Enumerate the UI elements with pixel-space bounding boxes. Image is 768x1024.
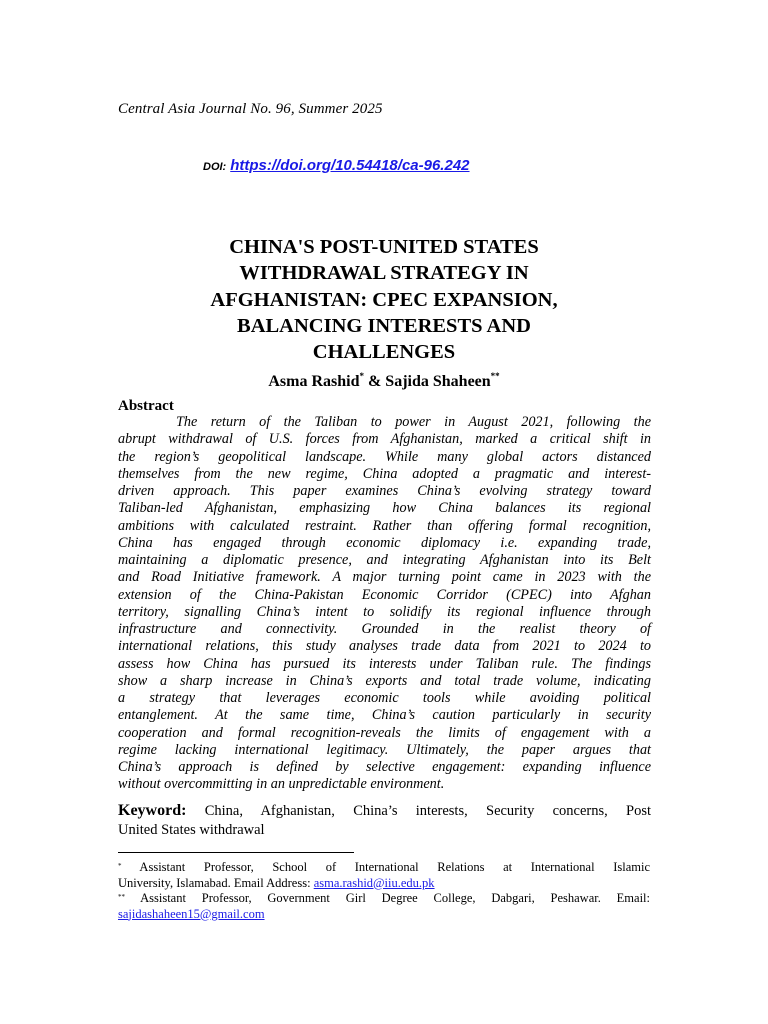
author-name: Sajida Shaheen <box>385 373 491 390</box>
abstract-body <box>118 414 651 794</box>
footnote-text: Assistant Professor, Government Girl Degree College, Dabgari, Peshawar. Email: <box>125 891 650 905</box>
abstract-line: the region’s geopolitical landscape. While many global actors distanced <box>118 448 651 465</box>
abstract-line: cooperation and formal recognition-reveals the limits of engagement with a <box>118 724 651 741</box>
abstract-line: China’s approach is defined by selective engagement: expanding influence <box>118 759 651 775</box>
email-link[interactable]: asma.rashid@iiu.edu.pk <box>313 875 435 890</box>
doi-label: DOI: <box>203 161 227 173</box>
footnote-line <box>118 876 650 892</box>
abstract-line: China has engaged through economic diplomacy i.e. expanding trade, <box>118 534 651 551</box>
doi-link[interactable]: https://doi.org/10.54418/ca-96.242 <box>230 157 470 174</box>
abstract-line: abrupt withdrawal of U.S. forces from Afghanistan, marked a critical shift in <box>118 431 651 448</box>
paper-title <box>118 234 650 365</box>
footnote-line <box>118 891 650 907</box>
abstract-line: regime lacking international legitimacy. Ultimately, the paper argues that <box>118 741 651 758</box>
keyword-label: Keyword: <box>118 802 187 819</box>
footnote-marker: * <box>118 862 122 870</box>
abstract-line: without overcommitting in an unpredictable environment. <box>118 776 445 793</box>
title-line: AFGHANISTAN: CPEC EXPANSION, <box>210 288 558 311</box>
journal-issue-line: Central Asia Journal No. 96, Summer 2025 <box>118 101 383 117</box>
title-line: BALANCING INTERESTS AND <box>237 314 531 337</box>
abstract-line: international relations, this study analyses trade data from 2021 to 2024 to <box>118 638 651 655</box>
footnote-marker: ** <box>118 893 125 901</box>
abstract-line: infrastructure and connectivity. Grounded in the realist theory of <box>118 621 651 637</box>
doi-line <box>203 157 470 175</box>
abstract-line: territory, signalling China’s intent to solidify its regional influence through <box>118 603 651 620</box>
abstract-line: themselves from the new regime, China adopted a pragmatic and interest- <box>118 465 651 482</box>
footnote-text: University, Islamabad. Email Address: <box>118 875 314 890</box>
author-name: Asma Rashid <box>268 373 360 390</box>
title-line: CHINA'S POST-UNITED STATES <box>229 236 539 258</box>
abstract-line: show a sharp increase in China’s exports and total trade volume, indicating <box>118 672 651 689</box>
abstract-line: ambitions with calculated restraint. Rather than offering formal recognition, <box>118 517 651 534</box>
keywords <box>118 801 651 840</box>
footnote-marker: * <box>359 371 364 381</box>
abstract-line: driven approach. This paper examines China’s evolving strategy toward <box>118 483 651 499</box>
abstract-line: a strategy that leverages economic tools while avoiding political <box>118 690 651 706</box>
footnote-line <box>118 860 650 876</box>
footnote-divider <box>118 852 354 853</box>
abstract-line: extension of the China-Pakistan Economic Corridor (CPEC) into Afghan <box>118 586 651 603</box>
abstract-line: maintaining a diplomatic presence, and integrating Afghanistan into its Belt <box>118 552 651 568</box>
abstract-line: assess how China has pursued its interests under Taliban rule. The findings <box>118 655 651 672</box>
footnotes <box>118 860 650 922</box>
footnote-line <box>118 907 650 923</box>
author-separator: & <box>363 373 386 390</box>
keyword-line <box>118 801 651 821</box>
email-link[interactable]: sajidashaheen15@gmail.com <box>118 906 265 921</box>
title-line: CHALLENGES <box>312 341 456 364</box>
abstract-heading: Abstract <box>118 398 174 414</box>
abstract-line: and Road Initiative framework. A major turning point came in 2023 with the <box>118 569 651 586</box>
author-line <box>118 373 650 391</box>
keyword-list: China, Afghanistan, China’s interests, Security concerns, Post <box>186 803 651 819</box>
footnote-marker: ** <box>490 371 500 381</box>
abstract-line: Taliban-led Afghanistan, emphasizing how China balances its regional <box>118 500 651 517</box>
footnote-text: Assistant Professor, School of International Relations at International Islamic <box>121 860 650 874</box>
title-line: WITHDRAWAL STRATEGY IN <box>239 262 529 285</box>
keyword-line: United States withdrawal <box>118 822 265 838</box>
abstract-line: entanglement. At the same time, China’s caution particularly in security <box>118 707 651 724</box>
abstract-line: The return of the Taliban to power in August 2021, following the <box>176 414 651 430</box>
